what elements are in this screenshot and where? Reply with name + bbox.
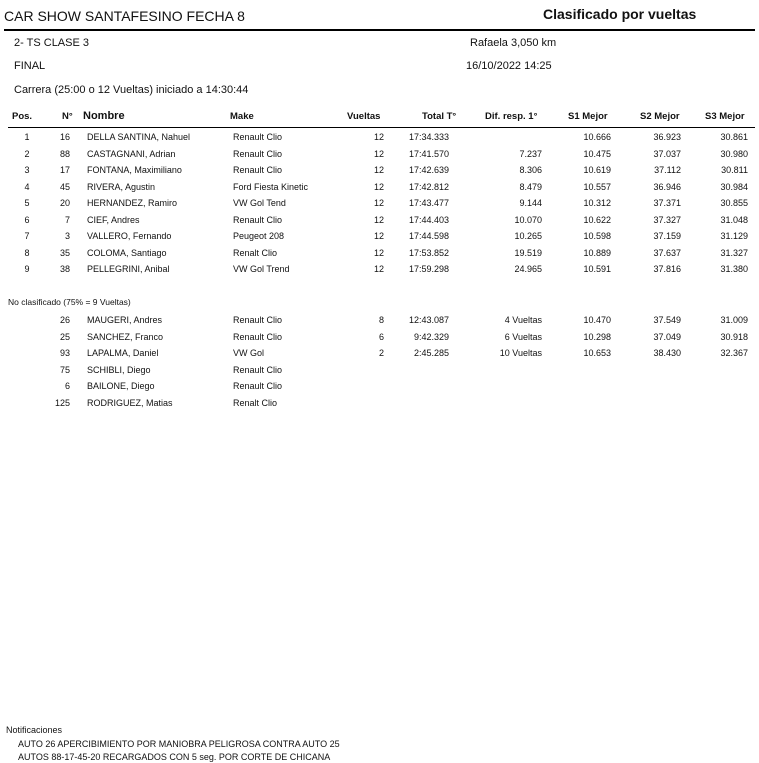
cell-make: Renault Clio [233,315,283,325]
notification-line: AUTO 26 APERCIBIMIENTO POR MANIOBRA PELIGROSA CONTRA AUTO 25 [18,739,340,749]
cell-diff: 10 Vueltas [499,348,542,358]
cell-s3: 32.367 [720,348,748,358]
col-laps: Vueltas [347,111,381,122]
cell-laps: 12 [373,247,384,258]
col-s2: S2 Mejor [640,111,680,122]
cell-s1: 10.470 [583,315,611,325]
cell-s3: 30.980 [720,148,748,159]
cell-make: Renault Clio [233,148,283,159]
col-num: N° [62,111,73,122]
table-row [0,315,759,331]
cell-s1: 10.475 [583,148,611,159]
cell-num: 88 [59,148,70,159]
cell-name: BAILONE, Diego [87,381,155,391]
table-row [0,248,759,264]
cell-s2: 37.049 [653,331,681,342]
cell-name: PELLEGRINI, Anibal [87,264,170,274]
cell-s1: 10.622 [583,214,611,225]
cell-name: RODRIGUEZ, Matias [87,397,173,408]
cell-s1: 10.312 [583,198,611,208]
cell-total: 17:44.598 [408,231,449,241]
cell-s2: 37.159 [653,231,681,241]
page-title: CAR SHOW SANTAFESINO FECHA 8 [4,8,245,24]
cell-pos: 2 [24,148,30,159]
cell-laps: 8 [378,315,384,325]
col-s1: S1 Mejor [568,111,608,122]
cell-make: Peugeot 208 [233,231,285,241]
table-row [0,198,759,214]
cell-total: 17:44.403 [408,214,449,225]
cell-s3: 31.380 [720,264,748,274]
cell-name: SCHIBLI, Diego [87,364,151,375]
col-name: Nombre [83,110,125,122]
race-info: Carrera (25:00 o 12 Vueltas) iniciado a 14:30:44 [14,84,249,96]
cell-diff: 19.519 [514,247,542,258]
cell-s3: 30.855 [720,198,748,208]
cell-name: CIEF, Andres [87,214,140,225]
cell-total: 12:43.087 [408,315,449,325]
cell-num: 45 [59,181,70,192]
cell-laps: 12 [373,198,384,208]
not-classified-label: No clasificado (75% = 9 Vueltas) [8,297,131,307]
table-row [0,365,759,381]
cell-s1: 10.298 [583,331,611,342]
cell-make: Ford Fiesta Kinetic [233,181,309,192]
cell-num: 38 [59,264,70,274]
table-row [0,264,759,280]
col-make: Make [230,111,254,122]
cell-s2: 37.637 [653,247,681,258]
cell-make: Renault Clio [233,364,283,375]
cell-name: MAUGERI, Andres [87,315,163,325]
cell-laps: 6 [378,331,384,342]
cell-diff: 24.965 [514,264,542,274]
cell-num: 35 [59,247,70,258]
cell-name: COLOMA, Santiago [87,247,167,258]
cell-pos: 5 [24,198,30,208]
cell-s2: 37.549 [653,315,681,325]
cell-num: 7 [64,214,70,225]
cell-laps: 12 [373,132,384,142]
col-s3: S3 Mejor [705,111,745,122]
cell-diff: 7.237 [519,148,542,159]
cell-laps: 12 [373,231,384,241]
cell-s3: 31.327 [720,247,748,258]
title-divider [4,29,755,31]
cell-total: 17:53.852 [408,247,449,258]
cell-s3: 30.811 [721,165,748,175]
cell-s2: 37.327 [653,214,681,225]
cell-make: Renalt Clio [233,247,278,258]
notifications-label: Notificaciones [6,725,63,735]
cell-diff: 6 Vueltas [504,331,542,342]
cell-diff: 9.144 [519,198,542,208]
cell-s2: 36.923 [653,132,681,142]
cell-diff: 8.306 [519,165,542,175]
cell-laps: 12 [373,264,384,274]
cell-make: Renault Clio [233,214,283,225]
cell-pos: 1 [24,132,30,142]
cell-s1: 10.598 [583,231,611,241]
cell-num: 16 [59,132,70,142]
cell-s1: 10.889 [583,247,611,258]
cell-pos: 7 [24,231,30,241]
cell-laps: 12 [373,148,384,159]
cell-num: 75 [59,364,70,375]
session-label: FINAL [14,60,46,72]
cell-make: Renault Clio [233,331,283,342]
table-row [0,182,759,198]
datetime-label: 16/10/2022 14:25 [466,60,552,72]
cell-s1: 10.591 [583,264,611,274]
col-pos: Pos. [12,111,33,122]
cell-s3: 30.984 [720,181,748,192]
cell-s3: 31.129 [720,231,748,241]
category-label: 2- TS CLASE 3 [14,37,89,49]
cell-total: 9:42.329 [413,331,449,342]
report-subtitle: Clasificado por vueltas [543,6,697,22]
cell-num: 93 [59,348,70,358]
cell-s2: 37.037 [653,148,681,159]
table-row [0,231,759,247]
cell-make: VW Gol Trend [233,264,290,274]
table-row [0,215,759,231]
notification-line: AUTOS 88-17-45-20 RECARGADOS CON 5 seg. POR CORTE DE CHICANA [18,752,331,762]
cell-pos: 6 [24,214,30,225]
cell-num: 125 [54,397,70,408]
cell-pos: 8 [24,247,30,258]
cell-total: 17:43.477 [408,198,449,208]
cell-s1: 10.619 [583,165,611,175]
col-total: Total T° [422,111,457,122]
cell-make: Renault Clio [233,132,283,142]
cell-num: 17 [59,165,70,175]
cell-make: Renault Clio [233,381,283,391]
table-row [0,398,759,414]
cell-s3: 31.048 [720,214,748,225]
cell-name: FONTANA, Maximiliano [87,165,182,175]
cell-s3: 30.861 [720,132,748,142]
table-row [0,132,759,148]
cell-s2: 37.371 [653,198,681,208]
cell-pos: 3 [24,165,30,175]
cell-name: RIVERA, Agustin [87,181,156,192]
cell-laps: 12 [373,214,384,225]
table-row [0,149,759,165]
cell-s3: 30.918 [720,331,748,342]
table-row [0,348,759,364]
cell-s2: 37.816 [653,264,681,274]
cell-laps: 12 [373,165,384,175]
cell-s1: 10.666 [583,132,611,142]
cell-total: 17:59.298 [408,264,449,274]
cell-num: 25 [59,331,70,342]
cell-name: SANCHEZ, Franco [87,331,164,342]
table-row [0,381,759,397]
cell-diff: 8.479 [519,181,542,192]
cell-name: HERNANDEZ, Ramiro [87,198,178,208]
cell-total: 17:34.333 [408,132,449,142]
cell-pos: 4 [24,181,30,192]
table-row [0,165,759,181]
cell-num: 3 [64,231,70,241]
cell-num: 6 [64,381,70,391]
cell-make: Renalt Clio [233,397,278,408]
cell-make: VW Gol Tend [233,198,286,208]
col-diff: Dif. resp. 1° [485,111,538,122]
cell-pos: 9 [24,264,30,274]
cell-total: 2:45.285 [413,348,449,358]
cell-laps: 2 [378,348,384,358]
cell-s2: 38.430 [653,348,681,358]
cell-diff: 4 Vueltas [504,315,542,325]
cell-s1: 10.653 [583,348,611,358]
cell-name: LAPALMA, Daniel [87,348,159,358]
cell-total: 17:42.639 [408,165,449,175]
track-label: Rafaela 3,050 km [470,37,557,49]
cell-name: VALLERO, Fernando [87,231,172,241]
cell-num: 20 [59,198,70,208]
cell-diff: 10.265 [514,231,542,241]
cell-s3: 31.009 [720,315,748,325]
header-divider [8,127,755,128]
cell-name: DELLA SANTINA, Nahuel [87,132,191,142]
cell-make: VW Gol [233,348,265,358]
cell-total: 17:42.812 [408,181,449,192]
cell-make: Renault Clio [233,165,283,175]
cell-diff: 10.070 [514,214,542,225]
cell-s2: 36.946 [653,181,681,192]
cell-s1: 10.557 [583,181,611,192]
cell-s2: 37.112 [654,165,681,175]
table-row [0,332,759,348]
cell-name: CASTAGNANI, Adrian [87,148,176,159]
cell-num: 26 [59,315,70,325]
cell-total: 17:41.570 [408,148,449,159]
cell-laps: 12 [373,181,384,192]
